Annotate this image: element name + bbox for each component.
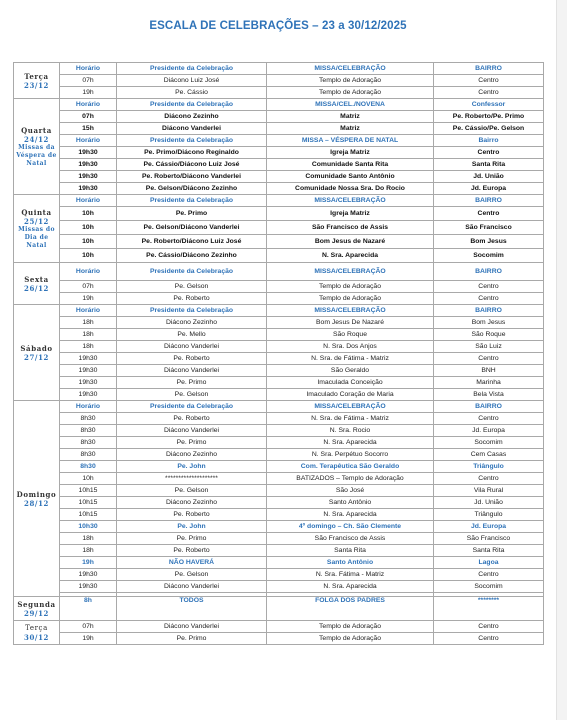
table-cell: BAIRRO bbox=[434, 401, 544, 413]
table-cell: Pe. Cássio/Pe. Gelson bbox=[434, 123, 544, 135]
table-cell: 19h30 bbox=[60, 581, 117, 593]
table-cell: MISSA/CEL./NOVENA bbox=[267, 99, 434, 111]
table-cell: 18h bbox=[60, 341, 117, 353]
table-cell: Marinha bbox=[434, 377, 544, 389]
table-cell: 07h bbox=[60, 75, 117, 87]
table-cell: BAIRRO bbox=[434, 63, 544, 75]
table-header-row bbox=[14, 99, 544, 111]
table-cell: BAIRRO bbox=[434, 195, 544, 207]
table-row bbox=[14, 365, 544, 377]
table-cell: Presidente da Celebração bbox=[117, 135, 267, 147]
table-row bbox=[14, 207, 544, 221]
table-cell: MISSA/CELEBRAÇÃO bbox=[267, 195, 434, 207]
table-cell: Presidente da Celebração bbox=[117, 195, 267, 207]
table-cell: TODOS bbox=[117, 597, 267, 621]
table-cell: Pe. Cássio bbox=[117, 87, 267, 99]
table-row bbox=[14, 581, 544, 593]
table-cell: 07h bbox=[60, 111, 117, 123]
table-cell: BATIZADOS – Templo de Adoração bbox=[267, 473, 434, 485]
table-cell: Confessor bbox=[434, 99, 544, 111]
table-cell: Diácono Zezinho bbox=[117, 497, 267, 509]
table-row bbox=[14, 235, 544, 249]
table-cell: Comunidade Santo Antônio bbox=[267, 171, 434, 183]
table-cell: Diácono Vanderlei bbox=[117, 341, 267, 353]
table-cell: Socomim bbox=[434, 249, 544, 263]
table-cell: 8h30 bbox=[60, 413, 117, 425]
table-cell: Triângulo bbox=[434, 461, 544, 473]
table-cell: Presidente da Celebração bbox=[117, 63, 267, 75]
table-cell: 07h bbox=[60, 281, 117, 293]
table-cell: 19h30 bbox=[60, 389, 117, 401]
table-cell: 18h bbox=[60, 533, 117, 545]
table-cell: Bairro bbox=[434, 135, 544, 147]
table-cell: Horário bbox=[60, 99, 117, 111]
table-cell: Socomim bbox=[434, 437, 544, 449]
table-cell: Pe. Roberto/Diácono Luiz José bbox=[117, 235, 267, 249]
table-row bbox=[14, 87, 544, 99]
table-cell: Horário bbox=[60, 135, 117, 147]
table-cell: Imaculado Coração de Maria bbox=[267, 389, 434, 401]
table-cell: Horário bbox=[60, 263, 117, 281]
table-cell: Pe. Roberto bbox=[117, 353, 267, 365]
table-cell: Diácono Zezinho bbox=[117, 317, 267, 329]
table-cell: Templo de Adoração bbox=[267, 293, 434, 305]
table-cell: MISSA/CELEBRAÇÃO bbox=[267, 401, 434, 413]
table-cell: Centro bbox=[434, 147, 544, 159]
table-cell: Pe. Gelson bbox=[117, 485, 267, 497]
table-cell: BAIRRO bbox=[434, 263, 544, 281]
table-cell: N. Sra. Aparecida bbox=[267, 509, 434, 521]
table-cell: Templo de Adoração bbox=[267, 621, 434, 633]
table-cell: 19h30 bbox=[60, 183, 117, 195]
table-row bbox=[14, 461, 544, 473]
table-cell: Bom Jesus bbox=[434, 317, 544, 329]
table-row bbox=[14, 75, 544, 87]
table-row bbox=[14, 377, 544, 389]
table-cell: Pe. Primo bbox=[117, 207, 267, 221]
table-row bbox=[14, 329, 544, 341]
table-header-row bbox=[14, 135, 544, 147]
table-cell: Santo Antônio bbox=[267, 497, 434, 509]
table-cell: 19h30 bbox=[60, 159, 117, 171]
table-cell: Pe. Gelson bbox=[117, 281, 267, 293]
table-cell: Pe. Roberto bbox=[117, 509, 267, 521]
table-row bbox=[14, 521, 544, 533]
table-cell: 10h15 bbox=[60, 497, 117, 509]
table-cell: Jd. Europa bbox=[434, 425, 544, 437]
table-cell: 8h30 bbox=[60, 461, 117, 473]
table-cell: Diácono Zezinho bbox=[117, 111, 267, 123]
table-cell: Pe. Primo/Diácono Reginaldo bbox=[117, 147, 267, 159]
table-cell: Santa Rita bbox=[434, 159, 544, 171]
table-cell: São Roque bbox=[267, 329, 434, 341]
table-cell: São Luiz bbox=[434, 341, 544, 353]
table-cell: Pe. Mello bbox=[117, 329, 267, 341]
table-cell: N. Sra. Rocio bbox=[267, 425, 434, 437]
table-cell: 19h30 bbox=[60, 147, 117, 159]
day-cell: Segunda 29/12 bbox=[14, 597, 60, 621]
table-cell: Pe. Roberto bbox=[117, 413, 267, 425]
table-cell: Horário bbox=[60, 195, 117, 207]
table-cell: Pe. John bbox=[117, 461, 267, 473]
table-cell: N. Sra. Fátima - Matriz bbox=[267, 569, 434, 581]
table-cell: NÃO HAVERÁ bbox=[117, 557, 267, 569]
table-cell: Jd. União bbox=[434, 497, 544, 509]
table-row bbox=[14, 449, 544, 461]
table-header-row bbox=[14, 63, 544, 75]
table-cell: Cem Casas bbox=[434, 449, 544, 461]
table-cell: Diácono Zezinho bbox=[117, 449, 267, 461]
table-cell: Matriz bbox=[267, 123, 434, 135]
table-cell: N. Sra. de Fátima - Matriz bbox=[267, 353, 434, 365]
table-cell: Com. Terapêutica São Geraldo bbox=[267, 461, 434, 473]
table-cell: N. Sra. Aparecida bbox=[267, 581, 434, 593]
table-cell: MISSA – VÉSPERA DE NATAL bbox=[267, 135, 434, 147]
scrollbar-rail[interactable] bbox=[556, 0, 567, 720]
table-cell: São Francisco bbox=[434, 221, 544, 235]
table-row bbox=[14, 281, 544, 293]
table-row bbox=[14, 545, 544, 557]
table-cell: São Francisco de Assis bbox=[267, 221, 434, 235]
table-row bbox=[14, 221, 544, 235]
table-row bbox=[14, 111, 544, 123]
table-cell: Centro bbox=[434, 621, 544, 633]
table-row bbox=[14, 437, 544, 449]
table-cell: 10h15 bbox=[60, 485, 117, 497]
table-cell: 15h bbox=[60, 123, 117, 135]
table-cell: Pe. Gelson/Diácono Zezinho bbox=[117, 183, 267, 195]
table-cell: São Geraldo bbox=[267, 365, 434, 377]
table-cell: 10h bbox=[60, 473, 117, 485]
table-cell: Pe. Primo bbox=[117, 377, 267, 389]
table-cell: BNH bbox=[434, 365, 544, 377]
table-cell: 18h bbox=[60, 317, 117, 329]
table-cell: MISSA/CELEBRAÇÃO bbox=[267, 305, 434, 317]
table-cell: Diácono Vanderlei bbox=[117, 425, 267, 437]
table-cell: Bom Jesus De Nazaré bbox=[267, 317, 434, 329]
table-cell: 10h30 bbox=[60, 521, 117, 533]
table-cell: N. Sra. de Fátima - Matriz bbox=[267, 413, 434, 425]
table-cell: Comunidade Nossa Sra. Do Rocio bbox=[267, 183, 434, 195]
table-cell: Jd. Europa bbox=[434, 183, 544, 195]
table-cell: Templo de Adoração bbox=[267, 281, 434, 293]
table-cell: 10h bbox=[60, 221, 117, 235]
table-row bbox=[14, 497, 544, 509]
table-cell: Centro bbox=[434, 75, 544, 87]
table-cell: Presidente da Celebração bbox=[117, 263, 267, 281]
table-row bbox=[14, 413, 544, 425]
table-header-row bbox=[14, 195, 544, 207]
table-cell: Templo de Adoração bbox=[267, 87, 434, 99]
table-row bbox=[14, 425, 544, 437]
table-cell: Bela Vista bbox=[434, 389, 544, 401]
table-cell: São Francisco bbox=[434, 533, 544, 545]
table-row bbox=[14, 147, 544, 159]
table-row bbox=[14, 569, 544, 581]
table-cell: Diácono Vanderlei bbox=[117, 621, 267, 633]
table-row bbox=[14, 341, 544, 353]
table-cell: 18h bbox=[60, 329, 117, 341]
table-cell: São Roque bbox=[434, 329, 544, 341]
table-cell: 19h30 bbox=[60, 171, 117, 183]
day-cell: Quarta 24/12 Missas da Véspera de Natal bbox=[14, 99, 60, 195]
table-cell: Horário bbox=[60, 401, 117, 413]
table-cell: N. Sra. Aparecida bbox=[267, 437, 434, 449]
table-row bbox=[14, 317, 544, 329]
table-cell: Santo Antônio bbox=[267, 557, 434, 569]
table-cell: Pe. Gelson bbox=[117, 569, 267, 581]
table-cell: Pe. Primo bbox=[117, 437, 267, 449]
table-cell: MISSA/CELEBRAÇÃO bbox=[267, 63, 434, 75]
table-cell: Pe. Roberto/Diácono Vanderlei bbox=[117, 171, 267, 183]
table-cell: Centro bbox=[434, 281, 544, 293]
table-cell: Pe. John bbox=[117, 521, 267, 533]
table-row bbox=[14, 557, 544, 569]
table-cell: 8h30 bbox=[60, 437, 117, 449]
table-cell: Pe. Roberto/Pe. Primo bbox=[434, 111, 544, 123]
table-row bbox=[14, 159, 544, 171]
table-cell: Centro bbox=[434, 87, 544, 99]
table-row bbox=[14, 293, 544, 305]
table-cell: 8h30 bbox=[60, 425, 117, 437]
table-cell: São José bbox=[267, 485, 434, 497]
table-cell: Diácono Vanderlei bbox=[117, 581, 267, 593]
table-cell: Pe. Cássio/Diácono Luiz José bbox=[117, 159, 267, 171]
table-cell: 19h bbox=[60, 293, 117, 305]
table-cell: Centro bbox=[434, 353, 544, 365]
table-cell: Centro bbox=[434, 569, 544, 581]
table-cell: Imaculada Conceição bbox=[267, 377, 434, 389]
table-cell: Pe. Roberto bbox=[117, 293, 267, 305]
table-cell: Presidente da Celebração bbox=[117, 99, 267, 111]
day-cell: Terça 23/12 bbox=[14, 63, 60, 99]
table-row bbox=[14, 473, 544, 485]
table-row bbox=[14, 123, 544, 135]
table-cell: Igreja Matriz bbox=[267, 207, 434, 221]
table-cell: Pe. Gelson/Diácono Vanderlei bbox=[117, 221, 267, 235]
table-cell: Comunidade Santa Rita bbox=[267, 159, 434, 171]
table-cell: Centro bbox=[434, 633, 544, 645]
table-cell: Pe. Roberto bbox=[117, 545, 267, 557]
table-cell: Horário bbox=[60, 63, 117, 75]
table-cell: Matriz bbox=[267, 111, 434, 123]
table-cell: Bom Jesus bbox=[434, 235, 544, 249]
table-cell: São Francisco de Assis bbox=[267, 533, 434, 545]
table-cell: Igreja Matriz bbox=[267, 147, 434, 159]
table-row bbox=[14, 353, 544, 365]
table-cell: 19h bbox=[60, 557, 117, 569]
table-cell: 19h30 bbox=[60, 569, 117, 581]
table-cell: Bom Jesus de Nazaré bbox=[267, 235, 434, 249]
table-cell: 10h15 bbox=[60, 509, 117, 521]
table-row bbox=[14, 249, 544, 263]
table-cell: Pe. Cássio/Diácono Zezinho bbox=[117, 249, 267, 263]
table-row bbox=[14, 597, 544, 621]
table-cell: 8h30 bbox=[60, 449, 117, 461]
table-cell: Jd. União bbox=[434, 171, 544, 183]
table-cell: 19h30 bbox=[60, 377, 117, 389]
table-cell: Triângulo bbox=[434, 509, 544, 521]
table-cell: BAIRRO bbox=[434, 305, 544, 317]
table-row bbox=[14, 389, 544, 401]
table-cell: Socomim bbox=[434, 581, 544, 593]
table-cell: 18h bbox=[60, 545, 117, 557]
day-cell: Terça 30/12 bbox=[14, 621, 60, 645]
table-cell: Lagoa bbox=[434, 557, 544, 569]
table-cell: Pe. Gelson bbox=[117, 389, 267, 401]
table-header-row bbox=[14, 305, 544, 317]
table-cell: N. Sra. Aparecida bbox=[267, 249, 434, 263]
table-cell: 10h bbox=[60, 249, 117, 263]
page-title: ESCALA DE CELEBRAÇÕES – 23 a 30/12/2025 bbox=[149, 20, 407, 32]
table-cell: 19h bbox=[60, 87, 117, 99]
day-cell: Quinta 25/12 Missas do Dia de Natal bbox=[14, 195, 60, 263]
table-row bbox=[14, 485, 544, 497]
table-cell: Vila Rural bbox=[434, 485, 544, 497]
table-row bbox=[14, 633, 544, 645]
table-cell: 19h bbox=[60, 633, 117, 645]
table-cell: Pe. Primo bbox=[117, 633, 267, 645]
table-cell: Jd. Europa bbox=[434, 521, 544, 533]
table-row bbox=[14, 183, 544, 195]
table-cell: Presidente da Celebração bbox=[117, 401, 267, 413]
table-cell: Santa Rita bbox=[267, 545, 434, 557]
table-row bbox=[14, 621, 544, 633]
schedule-table bbox=[13, 62, 544, 645]
table-cell: MISSA/CELEBRAÇÃO bbox=[267, 263, 434, 281]
table-cell: 10h bbox=[60, 207, 117, 221]
table-cell: 10h bbox=[60, 235, 117, 249]
table-cell: Santa Rita bbox=[434, 545, 544, 557]
table-cell: Presidente da Celebração bbox=[117, 305, 267, 317]
table-row bbox=[14, 533, 544, 545]
day-cell: Sexta 26/12 bbox=[14, 263, 60, 305]
table-cell: Centro bbox=[434, 473, 544, 485]
table-cell: ******************** bbox=[117, 473, 267, 485]
table-cell: 19h30 bbox=[60, 353, 117, 365]
table-cell: Templo de Adoração bbox=[267, 633, 434, 645]
table-cell: Templo de Adoração bbox=[267, 75, 434, 87]
table-cell: ******** bbox=[434, 597, 544, 621]
table-cell: Centro bbox=[434, 293, 544, 305]
table-header-row bbox=[14, 401, 544, 413]
table-cell: 07h bbox=[60, 621, 117, 633]
table-cell: Centro bbox=[434, 207, 544, 221]
table-header-row bbox=[14, 263, 544, 281]
table-cell: FOLGA DOS PADRES bbox=[267, 597, 434, 621]
day-cell: Sábado 27/12 bbox=[14, 305, 60, 401]
table-cell: Centro bbox=[434, 413, 544, 425]
table-row bbox=[14, 509, 544, 521]
table-cell: Diácono Vanderlei bbox=[117, 123, 267, 135]
table-cell: 19h30 bbox=[60, 365, 117, 377]
table-cell: Diácono Vanderlei bbox=[117, 365, 267, 377]
table-cell: Horário bbox=[60, 305, 117, 317]
table-cell: N. Sra. Perpétuo Socorro bbox=[267, 449, 434, 461]
day-cell: Domingo 28/12 bbox=[14, 401, 60, 597]
table-cell: N. Sra. Dos Anjos bbox=[267, 341, 434, 353]
table-row bbox=[14, 171, 544, 183]
table-cell: Diácono Luiz José bbox=[117, 75, 267, 87]
table-cell: 8h bbox=[60, 597, 117, 621]
table-cell: 4º domingo – Ch. São Clemente bbox=[267, 521, 434, 533]
table-cell: Pe. Primo bbox=[117, 533, 267, 545]
